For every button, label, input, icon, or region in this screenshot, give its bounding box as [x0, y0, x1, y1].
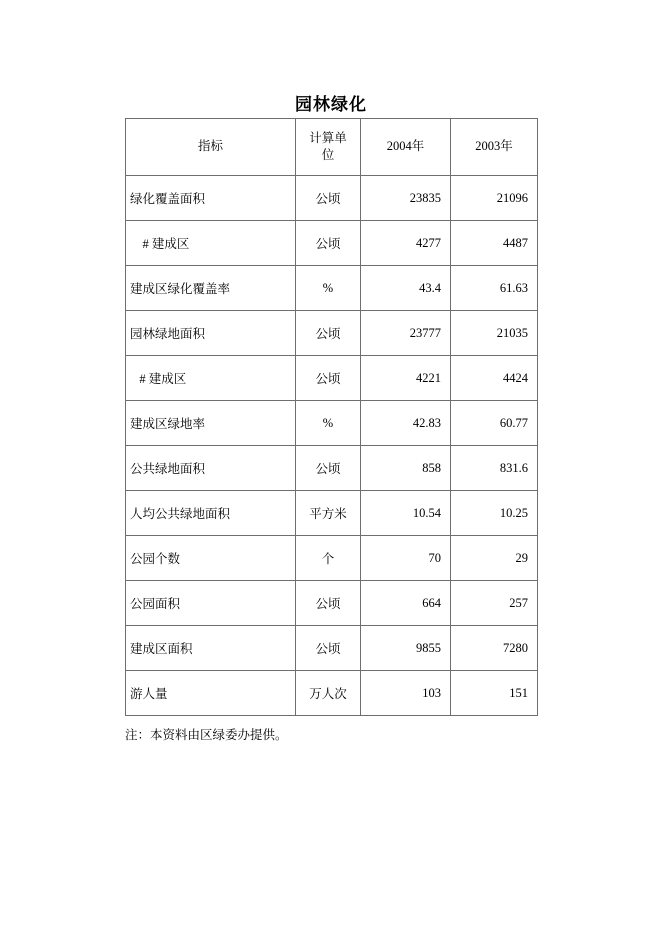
indicator-cell: # 建成区 — [126, 221, 296, 266]
table-row — [126, 626, 538, 671]
table-row — [126, 581, 538, 626]
unit-cell: 公顷 — [296, 626, 361, 671]
unit-cell: 公顷 — [296, 176, 361, 221]
table-row — [126, 401, 538, 446]
value-2003: 7280 — [451, 626, 538, 671]
value-2003: 21035 — [451, 311, 538, 356]
footnote: 注：本资料由区绿委办提供。 — [125, 728, 288, 742]
unit-cell: 公顷 — [296, 311, 361, 356]
table-row — [126, 536, 538, 581]
value-2003: 21096 — [451, 176, 538, 221]
table-row — [126, 266, 538, 311]
indicator-cell: 建成区绿化覆盖率 — [126, 266, 296, 311]
value-2004: 103 — [361, 671, 451, 716]
header-2004: 2004年 — [361, 119, 451, 176]
indicator-cell: # 建成区 — [126, 356, 296, 401]
unit-cell: 个 — [296, 536, 361, 581]
header-unit: 计算单位 — [296, 119, 361, 176]
indicator-cell: 建成区绿地率 — [126, 401, 296, 446]
value-2003: 4487 — [451, 221, 538, 266]
indicator-cell: 建成区面积 — [126, 626, 296, 671]
page-title: 园林绿化 — [295, 95, 367, 114]
value-2003: 60.77 — [451, 401, 538, 446]
indicator-cell: 园林绿地面积 — [126, 311, 296, 356]
value-2003: 29 — [451, 536, 538, 581]
value-2004: 70 — [361, 536, 451, 581]
unit-cell: 公顷 — [296, 221, 361, 266]
value-2004: 43.4 — [361, 266, 451, 311]
value-2004: 858 — [361, 446, 451, 491]
indicator-cell: 游人量 — [126, 671, 296, 716]
value-2004: 4277 — [361, 221, 451, 266]
indicator-cell: 公园面积 — [126, 581, 296, 626]
value-2004: 9855 — [361, 626, 451, 671]
value-2004: 664 — [361, 581, 451, 626]
table-row — [126, 311, 538, 356]
unit-cell: 公顷 — [296, 446, 361, 491]
value-2003: 257 — [451, 581, 538, 626]
value-2003: 151 — [451, 671, 538, 716]
value-2003: 831.6 — [451, 446, 538, 491]
table-row — [126, 671, 538, 716]
value-2004: 23835 — [361, 176, 451, 221]
unit-cell: % — [296, 266, 361, 311]
indicator-cell: 公园个数 — [126, 536, 296, 581]
greening-stats-table — [125, 118, 538, 716]
value-2004: 23777 — [361, 311, 451, 356]
unit-cell: 公顷 — [296, 581, 361, 626]
unit-cell: 万人次 — [296, 671, 361, 716]
indicator-cell: 公共绿地面积 — [126, 446, 296, 491]
table-header-row — [126, 119, 538, 176]
value-2004: 42.83 — [361, 401, 451, 446]
header-2003: 2003年 — [451, 119, 538, 176]
header-indicator: 指标 — [126, 119, 296, 176]
table-row — [126, 446, 538, 491]
indicator-cell: 人均公共绿地面积 — [126, 491, 296, 536]
value-2004: 10.54 — [361, 491, 451, 536]
value-2003: 4424 — [451, 356, 538, 401]
table-row — [126, 176, 538, 221]
unit-cell: 公顷 — [296, 356, 361, 401]
value-2003: 10.25 — [451, 491, 538, 536]
value-2003: 61.63 — [451, 266, 538, 311]
unit-cell: % — [296, 401, 361, 446]
indicator-cell: 绿化覆盖面积 — [126, 176, 296, 221]
table-row — [126, 356, 538, 401]
unit-cell: 平方米 — [296, 491, 361, 536]
value-2004: 4221 — [361, 356, 451, 401]
table-row — [126, 491, 538, 536]
table-row — [126, 221, 538, 266]
